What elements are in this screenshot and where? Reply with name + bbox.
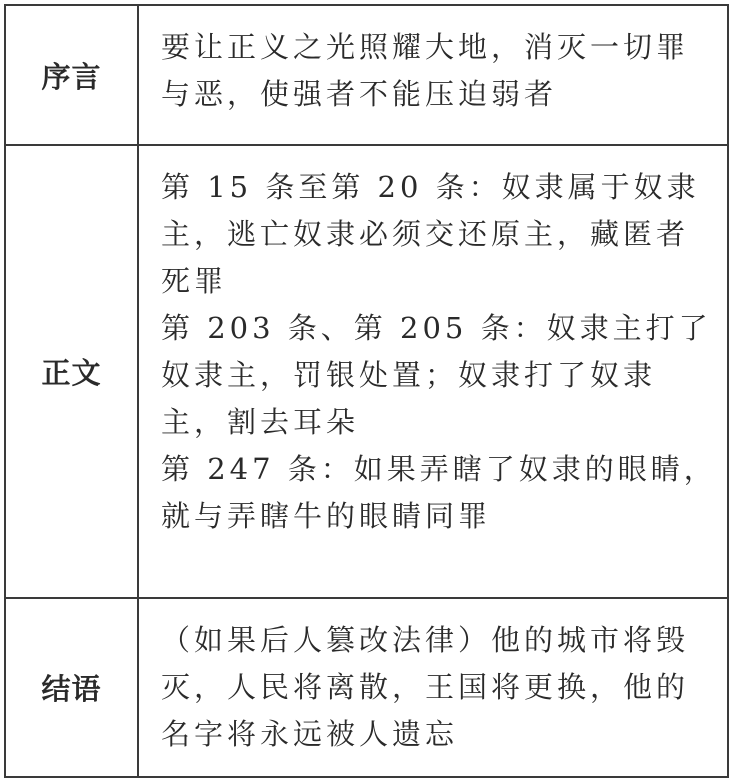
body-paragraph-article-247: 第 247 条：如果弄瞎了奴隶的眼睛，就与弄瞎牛的眼睛同罪 xyxy=(161,452,717,533)
body-paragraph-articles-203-205: 第 203 条、第 205 条：奴隶主打了奴隶主，罚银处置；奴隶打了奴隶主，割去耳朵 xyxy=(161,311,712,439)
row-content-preface xyxy=(138,5,728,145)
table-row-preface xyxy=(5,5,728,145)
row-content-body xyxy=(138,145,728,598)
table-row-epilogue xyxy=(5,598,728,777)
row-content-epilogue xyxy=(138,598,728,777)
row-label-body: 正文 xyxy=(5,145,138,598)
row-label-epilogue: 结语 xyxy=(5,598,138,777)
table-row-body xyxy=(5,145,728,598)
epilogue-paragraph: （如果后人篡改法律）他的城市将毁灭，人民将离散，王国将更换，他的名字将永远被人遗忘 xyxy=(161,623,690,751)
law-summary-table xyxy=(4,4,729,778)
preface-paragraph: 要让正义之光照耀大地，消灭一切罪与恶，使强者不能压迫弱者 xyxy=(161,30,690,111)
body-paragraph-articles-15-20: 第 15 条至第 20 条：奴隶属于奴隶主，逃亡奴隶必须交还原主，藏匿者死罪 xyxy=(161,170,700,298)
row-label-preface: 序言 xyxy=(5,5,138,145)
